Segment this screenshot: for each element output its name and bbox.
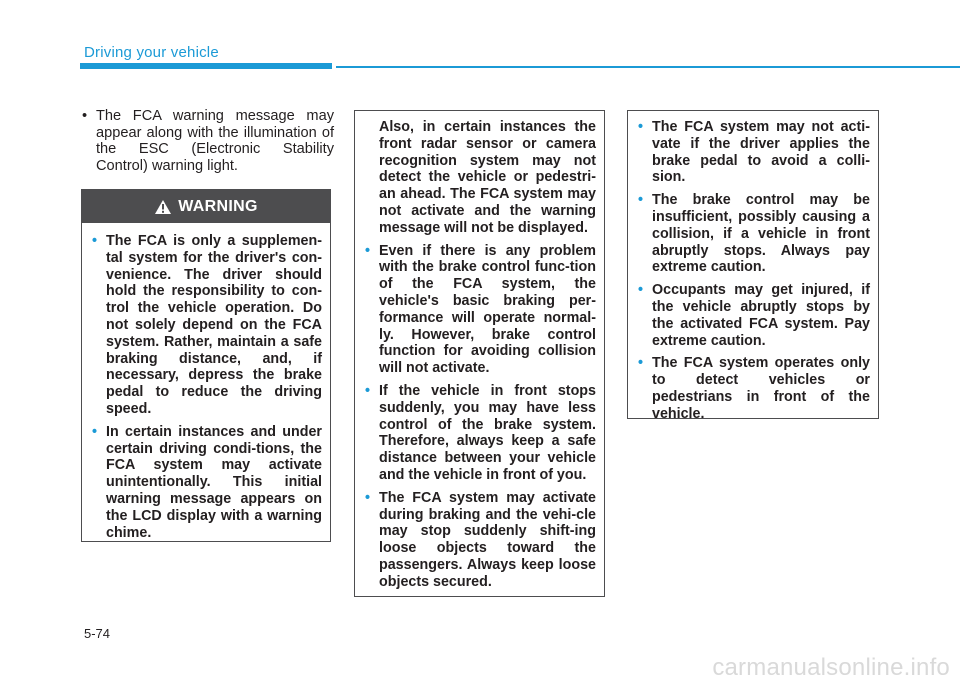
warning-header [82,190,330,223]
list-item-text: The FCA system operates only to detect vehicles or pedestrians in front of the vehicle. [652,355,870,422]
list-item [88,233,322,418]
header-rule-thick [80,63,332,69]
warning-list [82,223,330,541]
list-item-text: The FCA is only a supplemen-tal system for the driver's con-venience. The driver should hold the responsibility to con-trol the vehicle operation. Do not solely depend on the FCA system. Rather, maintain a safe braking distance, and, if necessary, depress the brake pedal to reduce the driving speed. [106,233,322,417]
list-item [88,424,322,542]
section-title: Driving your vehicle [84,44,219,61]
list-item [634,192,870,276]
list-item-text: The FCA system may activate during braking and the vehi-cle may stop suddenly shift-ing loose objects toward the passengers. Always keep loose objects secured. [379,489,596,590]
list-item-text: Even if there is any problem with the brake control func-tion of the FCA system, the vehicle's basic braking per-formance will operate normal-ly. However, brake control function for avoiding collision will not activate. [379,242,596,377]
list-item [361,490,596,591]
warning-title: WARNING [178,197,258,215]
header-rule-thin [336,66,960,68]
bullet-dot: • [638,192,644,209]
page-number: 5-74 [84,626,111,641]
list-item [634,282,870,349]
list-item [361,383,596,484]
bullet-dot: • [638,355,644,372]
bullet-dot: • [92,423,98,440]
list-item-text: In certain instances and under certain driving condi-tions, the FCA system may activate unintentionally. This initial warning message appears on the LCD display with a warning chime. [106,423,322,541]
warning-triangle-icon [154,199,172,215]
continuation-list [355,243,604,591]
list-item [361,243,596,377]
bullet-dot: • [365,242,371,259]
intro-text: The FCA warning message may appear along with the illumination of the ESC (Electronic Stability Control) warning light. [96,108,334,174]
continuation-list-2 [628,111,878,423]
bullet-dot: • [92,233,98,249]
bullet-dot: • [365,489,371,506]
bullet-dot: • [638,119,644,135]
warning-box [81,189,331,542]
intro-bullet: • [82,108,88,124]
warning-continuation-box-2 [627,110,879,422]
warning-continuation-box [354,110,605,597]
list-item-text: The FCA system may not acti-vate if the driver applies the brake pedal to avoid a colli-sion. [652,119,870,186]
list-item [634,119,870,186]
continuation-text: Also, in certain instances the front radar sensor or camera recognition system may not detect the vehicle or pedestri-an ahead. The FCA system may not activate and the warning message will not be displayed. [379,119,596,236]
watermark: carmanualsonline.info [712,654,950,681]
list-item-text: If the vehicle in front stops suddenly, you may have less control of the brake system. Therefore, always keep a safe distance between your vehicle and the vehicle in front of you. [379,382,596,483]
bullet-dot: • [365,382,371,399]
intro-paragraph [82,108,334,174]
list-item-text: The brake control may be insufficient, possibly causing a collision, if a vehicle in front abruptly stops. Always pay extreme caution. [652,192,870,276]
list-item [634,355,870,422]
list-item-text: Occupants may get injured, if the vehicle abruptly stops by the activated FCA system. Pay extreme caution. [652,282,870,349]
bullet-dot: • [638,282,644,299]
